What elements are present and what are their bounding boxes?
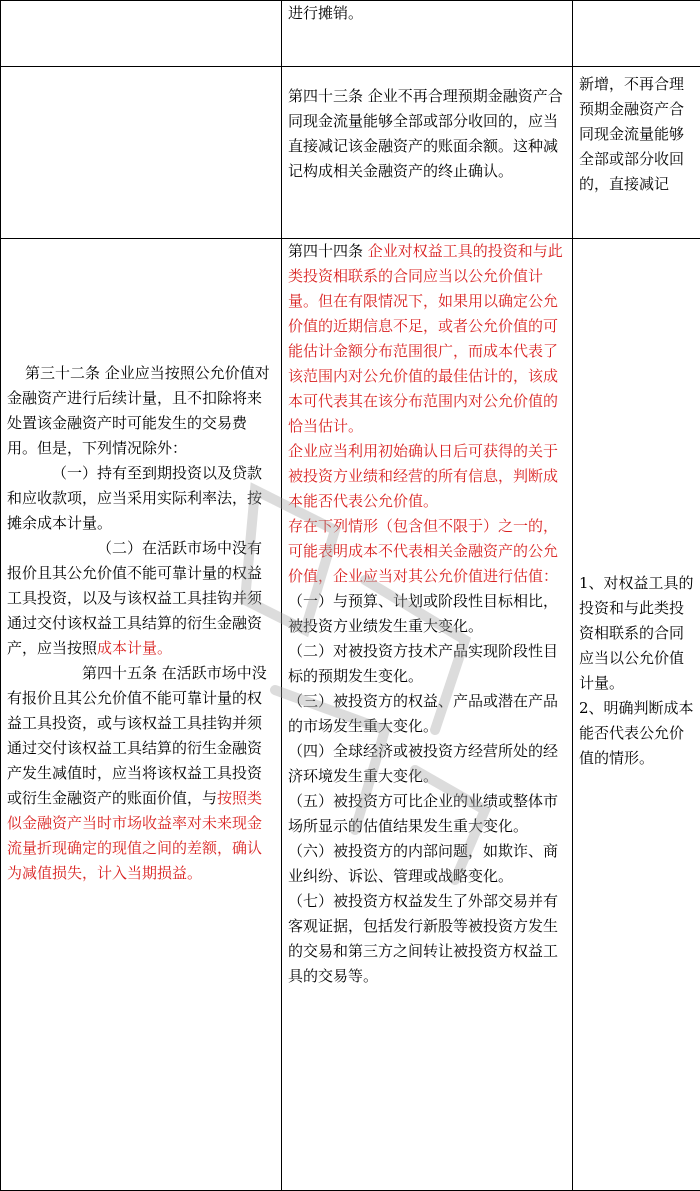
new-rule-cell bbox=[282, 239, 573, 1191]
table-row bbox=[1, 67, 700, 239]
article-44-para-2: 企业应当利用初始确认日后可获得的关于被投资方业绩和经营的所有信息，判断成本能否代表公允价值。 bbox=[288, 439, 566, 514]
new-rule-cell bbox=[282, 1, 573, 67]
list-item: （七）被投资方权益发生了外部交易并有客观证据，包括发行新股等被投资方发生的交易和第三方之间转让被投资方权益工具的交易等。 bbox=[288, 889, 566, 989]
cell-text: 进行摊销。 bbox=[288, 4, 363, 22]
article-32: 第三十二条 企业应当按照公允价值对金融资产进行后续计量，且不扣除将来处置该金融资产时可能发生的交易费用。但是，下列情况除外： bbox=[7, 361, 275, 461]
list-item: （四）全球经济或被投资方经营所处的经济环境发生重大变化。 bbox=[288, 739, 566, 789]
list-item: （一）与预算、计划或阶段性目标相比，被投资方业绩发生重大变化。 bbox=[288, 589, 566, 639]
old-rule-cell bbox=[1, 67, 282, 239]
new-rule-cell bbox=[282, 67, 573, 239]
list-item: （二）对被投资方技术产品实现阶段性目标的预期发生变化。 bbox=[288, 639, 566, 689]
article-44: 第四十四条 企业对权益工具的投资和与此类投资相联系的合同应当以公允价值计量。但在有限情况下，如果用以确定公允价值的近期信息不足，或者公允价值的可能估计金额分布范围很广，而成本代表了该范围内对公允价值的最佳估计的，该成本可代表其在该分布范围内对公允价值的恰当估计。 bbox=[288, 239, 566, 439]
old-rule-cell bbox=[1, 1, 282, 67]
list-item: （六）被投资方的内部问题，如欺诈、商业纠纷、诉讼、管理或战略变化。 bbox=[288, 839, 566, 889]
article-32-item-1: （一）持有至到期投资以及贷款和应收款项，应当采用实际利率法，按摊余成本计量。 bbox=[7, 461, 275, 536]
note-text: 新增，不再合理预期金融资产合同现金流量能够全部或部分收回的，直接减记 bbox=[579, 72, 694, 197]
note-cell bbox=[573, 239, 700, 1191]
article-44-para-3: 存在下列情形（包含但不限于）之一的，可能表明成本不代表相关金融资产的公允价值，企业应当对其公允价值进行估值： bbox=[288, 514, 566, 589]
note-cell bbox=[573, 67, 700, 239]
article-45: 第四十五条 在活跃市场中没有报价且其公允价值不能可靠计量的权益工具投资，或与该权益工具挂钩并须通过交付该权益工具结算的衍生金融资产发生减值时，应当将该权益工具投资或衍生金融资产的账面价值，与按照类似金融资产当时市场收益率对未来现金流量折现确定的现值之间的差额，确认为减值损失，计入当期损益。 bbox=[7, 661, 275, 886]
note-cell bbox=[573, 1, 700, 67]
list-item: （五）被投资方可比企业的业绩或整体市场所显示的估值结果发生重大变化。 bbox=[288, 789, 566, 839]
table-row bbox=[1, 239, 700, 1191]
article-43: 第四十三条 企业不再合理预期金融资产合同现金流量能够全部或部分收回的，应当直接减记该金融资产的账面余额。这种减记构成相关金融资产的终止确认。 bbox=[288, 84, 566, 184]
list-item: （三）被投资方的权益、产品或潜在产品的市场发生重大变化。 bbox=[288, 689, 566, 739]
old-rule-cell bbox=[1, 239, 282, 1191]
note-line-2: 2、明确判断成本能否代表公允价值的情形。 bbox=[579, 696, 694, 771]
note-line-1: 1、对权益工具的投资和与此类投资相联系的合同应当以公允价值计量。 bbox=[579, 571, 694, 696]
article-32-item-2: （二）在活跃市场中没有报价且其公允价值不能可靠计量的权益工具投资，以及与该权益工具挂钩并须通过交付该权益工具结算的衍生金融资产，应当按照成本计量。 bbox=[7, 536, 275, 661]
table-row bbox=[1, 1, 700, 67]
